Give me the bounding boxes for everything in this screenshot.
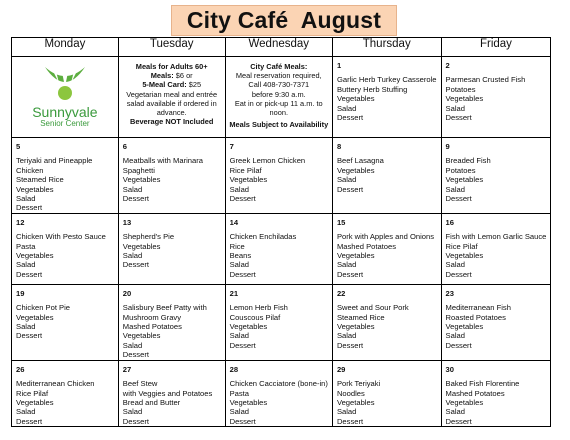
- menu-item: Dessert: [122, 416, 149, 426]
- menu-item: Rice Pilaf: [229, 165, 262, 175]
- day-cell: [118, 138, 225, 214]
- menu-item: Dessert: [445, 340, 472, 350]
- menu-item: Salad: [229, 331, 250, 341]
- menu-item: Pork Teriyaki: [336, 379, 381, 389]
- menu-calendar: [11, 37, 551, 427]
- menu-item: Noodles: [336, 388, 365, 398]
- day-cell: [332, 57, 441, 138]
- menu-item: Salad: [229, 184, 250, 194]
- week-row-1: [12, 57, 551, 138]
- day-number: 22: [336, 288, 346, 298]
- day-number: 8: [336, 142, 342, 151]
- day-header-thursday: Thursday: [332, 38, 441, 57]
- menu-item: Salad: [336, 103, 357, 113]
- menu-item: Salad: [445, 331, 465, 341]
- day-number: 5: [16, 142, 21, 151]
- day-cell: [332, 360, 441, 426]
- info-veg-line-1: Vegetarian meal and entrée: [126, 89, 218, 99]
- menu-item: Dessert: [445, 269, 472, 279]
- wednesday-info-cell: [225, 57, 332, 138]
- menu-item: Dessert: [229, 416, 256, 426]
- day-number: 28: [229, 364, 239, 374]
- day-cell: [441, 213, 551, 284]
- day-number: 29: [336, 364, 346, 374]
- tuesday-info-cell: [118, 57, 225, 138]
- menu-item: Teriyaki and Pineapple: [16, 156, 93, 166]
- day-cell: [118, 213, 225, 284]
- menu-item: Dessert: [336, 113, 364, 123]
- menu-item: Dessert: [16, 331, 43, 341]
- menu-item: Baked Fish Florentine: [445, 379, 520, 389]
- menu-item: Vegetables: [336, 322, 375, 332]
- menu-item: Buttery Herb Stuffing: [336, 84, 408, 94]
- menu-item: Vegetables: [122, 241, 161, 251]
- menu-item: Salad: [122, 407, 143, 417]
- menu-item: Steamed Rice: [336, 312, 385, 322]
- menu-item: Vegetables: [445, 175, 484, 185]
- day-number: 2: [445, 61, 450, 70]
- info-card-price: $25: [188, 80, 202, 90]
- menu-item: Chicken Enchiladas: [229, 232, 297, 242]
- menu-item: Salad: [122, 340, 143, 350]
- menu-item: Lemon Herb Fish: [229, 303, 288, 313]
- day-cell: [12, 213, 119, 284]
- menu-item: Salad: [445, 407, 465, 417]
- menu-item: Dessert: [122, 260, 149, 270]
- day-cell: [12, 360, 119, 426]
- menu-item: Vegetables: [16, 184, 54, 194]
- menu-item: Dessert: [336, 416, 364, 426]
- day-number: 20: [122, 288, 132, 298]
- menu-item: Vegetables: [16, 397, 54, 407]
- menu-item: Vegetables: [229, 322, 268, 332]
- menu-item: Rice Pilaf: [16, 388, 49, 398]
- menu-item: Pasta: [229, 388, 250, 398]
- menu-item: Mushroom Gravy: [122, 312, 182, 322]
- day-cell: [118, 284, 225, 360]
- menu-item: Dessert: [16, 203, 43, 213]
- menu-item: Salad: [16, 194, 36, 204]
- menu-item: Vegetables: [445, 251, 484, 261]
- menu-item: Spaghetti: [122, 165, 155, 175]
- day-number: 13: [122, 217, 132, 227]
- page-title: City Café August: [186, 7, 382, 33]
- menu-item: Dessert: [445, 416, 472, 426]
- day-cell: [12, 284, 119, 360]
- menu-item: Salad: [336, 407, 357, 417]
- menu-item: Vegetables: [16, 312, 54, 322]
- day-cell: [441, 57, 551, 138]
- info-veg-line-3: advance.: [156, 108, 187, 118]
- menu-item: Steamed Rice: [16, 175, 64, 185]
- day-cell: [441, 138, 551, 214]
- menu-item: Potatoes: [445, 165, 476, 175]
- menu-item: with Veggies and Potatoes: [122, 388, 213, 398]
- menu-item: Dessert: [445, 113, 472, 123]
- menu-item: Dessert: [122, 194, 149, 204]
- menu-item: Salad: [122, 184, 143, 194]
- menu-item: Salad: [445, 184, 465, 194]
- menu-item: Mediterranean Chicken: [16, 379, 95, 389]
- menu-item: Salad: [336, 175, 357, 185]
- menu-item: Vegetables: [445, 397, 484, 407]
- day-number: 19: [16, 288, 25, 298]
- day-number: 9: [445, 142, 450, 151]
- day-cell: [441, 360, 551, 426]
- menu-item: Chicken: [16, 165, 44, 175]
- menu-item: Dessert: [336, 184, 364, 194]
- menu-item: Dessert: [229, 340, 256, 350]
- logo-cell: [12, 57, 119, 138]
- menu-item: Salad: [445, 260, 465, 270]
- day-number: 23: [445, 288, 454, 298]
- day-cell: [225, 360, 332, 426]
- menu-item: Sweet and Sour Pork: [336, 303, 409, 313]
- day-number: 7: [229, 142, 234, 151]
- menu-item: Chicken With Pesto Sauce: [16, 232, 106, 242]
- info-veg-line-2: salad available if ordered in: [126, 98, 217, 108]
- day-cell: [332, 213, 441, 284]
- info-deadline: before 9:30 a.m.: [251, 89, 306, 99]
- info-card-label: 5-Meal Card:: [142, 80, 187, 90]
- menu-item: Salisbury Beef Patty with: [122, 303, 207, 313]
- day-cell: [118, 360, 225, 426]
- menu-item: Vegetables: [229, 397, 268, 407]
- menu-item: Vegetables: [229, 175, 268, 185]
- info-availability: Meals Subject to Availability: [229, 120, 329, 130]
- day-header-monday: Monday: [12, 38, 119, 57]
- day-number: 27: [122, 364, 132, 374]
- menu-item: Parmesan Crusted Fish: [445, 75, 526, 85]
- day-header-wednesday: Wednesday: [225, 38, 332, 57]
- menu-item: Dessert: [445, 194, 472, 204]
- menu-item: Beans: [229, 251, 252, 261]
- menu-item: Vegetables: [122, 331, 161, 341]
- menu-item: Garlic Herb Turkey Casserole: [336, 75, 437, 85]
- menu-item: Salad: [229, 407, 250, 417]
- menu-item: Beef Lasagna: [336, 156, 384, 166]
- week-row-2: [12, 138, 551, 214]
- menu-item: Mashed Potatoes: [336, 241, 397, 251]
- menu-item: Salad: [229, 260, 250, 270]
- day-cell: [225, 213, 332, 284]
- day-number: 12: [16, 217, 25, 227]
- info-phone: Call 408-730-7371: [248, 80, 310, 90]
- menu-item: Vegetables: [336, 94, 375, 104]
- menu-item: Vegetables: [336, 165, 375, 175]
- menu-item: Salad: [16, 322, 36, 332]
- menu-item: Couscous Pilaf: [229, 312, 281, 322]
- menu-item: Vegetables: [122, 175, 161, 185]
- menu-item: Salad: [16, 407, 36, 417]
- menu-item: Salad: [445, 103, 465, 113]
- menu-item: Salad: [336, 260, 357, 270]
- day-number: 14: [229, 217, 239, 227]
- week-row-5: [12, 360, 551, 426]
- day-header-tuesday: Tuesday: [118, 38, 225, 57]
- menu-item: Breaded Fish: [445, 156, 491, 166]
- menu-item: Pasta: [16, 241, 36, 251]
- menu-item: Mashed Potatoes: [445, 388, 505, 398]
- menu-item: Dessert: [16, 269, 43, 279]
- info-eligibility: Meals for Adults 60+: [135, 62, 208, 71]
- day-number: 15: [336, 217, 346, 227]
- menu-item: Meatballs with Marinara: [122, 156, 203, 166]
- logo-name: Sunnyvale: [32, 104, 98, 120]
- day-number: 21: [229, 288, 239, 298]
- weekday-header-row: [12, 38, 551, 57]
- info-hours: Eat in or pick-up 11 a.m. to noon.: [234, 98, 323, 118]
- menu-item: Beef Stew: [122, 379, 158, 389]
- menu-item: Chicken Cacciatore (bone-in): [229, 379, 328, 389]
- day-number: 26: [16, 364, 25, 374]
- menu-item: Salad: [336, 331, 357, 341]
- menu-item: Dessert: [336, 269, 364, 279]
- menu-item: Shepherd's Pie: [122, 232, 175, 242]
- menu-item: Dessert: [336, 340, 364, 350]
- menu-item: Pork with Apples and Onions: [336, 232, 435, 242]
- info-meals-label: Meals:: [150, 71, 174, 81]
- info-meals-price: $6 or: [175, 71, 193, 81]
- day-cell: [225, 138, 332, 214]
- info-reservation: Meal reservation required,: [235, 71, 322, 81]
- menu-item: Dessert: [229, 194, 256, 204]
- menu-item: Potatoes: [445, 84, 476, 94]
- menu-item: Chicken Pot Pie: [16, 303, 71, 313]
- menu-item: Roasted Potatoes: [445, 312, 506, 322]
- day-cell: [12, 138, 119, 214]
- info-beverage: Beverage NOT Included: [130, 117, 214, 127]
- menu-item: Vegetables: [16, 251, 54, 261]
- day-cell: [332, 284, 441, 360]
- menu-item: Greek Lemon Chicken: [229, 156, 306, 166]
- menu-item: Salad: [16, 260, 36, 270]
- day-cell: [441, 284, 551, 360]
- day-cell: [332, 138, 441, 214]
- menu-item: Vegetables: [445, 94, 484, 104]
- week-row-3: [12, 213, 551, 284]
- menu-item: Rice: [229, 241, 245, 251]
- week-row-4: [12, 284, 551, 360]
- day-number: 6: [122, 142, 128, 151]
- sunnyvale-sun-logo-icon: [41, 63, 89, 103]
- title-banner: [171, 5, 397, 36]
- menu-item: Vegetables: [336, 397, 375, 407]
- day-header-friday: Friday: [441, 38, 551, 57]
- logo-subtitle: Senior Center: [40, 119, 90, 128]
- menu-item: Rice Pilaf: [445, 241, 478, 251]
- menu-item: Dessert: [16, 416, 43, 426]
- menu-item: Dessert: [122, 350, 149, 360]
- day-number: 30: [445, 364, 454, 374]
- menu-item: Dessert: [229, 269, 256, 279]
- menu-item: Salad: [122, 251, 143, 261]
- menu-item: Fish with Lemon Garlic Sauce: [445, 232, 547, 242]
- info-heading: City Café Meals:: [250, 62, 308, 71]
- menu-item: Vegetables: [336, 251, 375, 261]
- menu-item: Bread and Butter: [122, 397, 181, 407]
- day-number: 16: [445, 217, 454, 227]
- menu-item: Vegetables: [445, 322, 484, 332]
- menu-item: Mashed Potatoes: [122, 322, 182, 332]
- day-cell: [225, 284, 332, 360]
- day-number: 1: [336, 61, 342, 70]
- menu-item: Mediterranean Fish: [445, 303, 511, 313]
